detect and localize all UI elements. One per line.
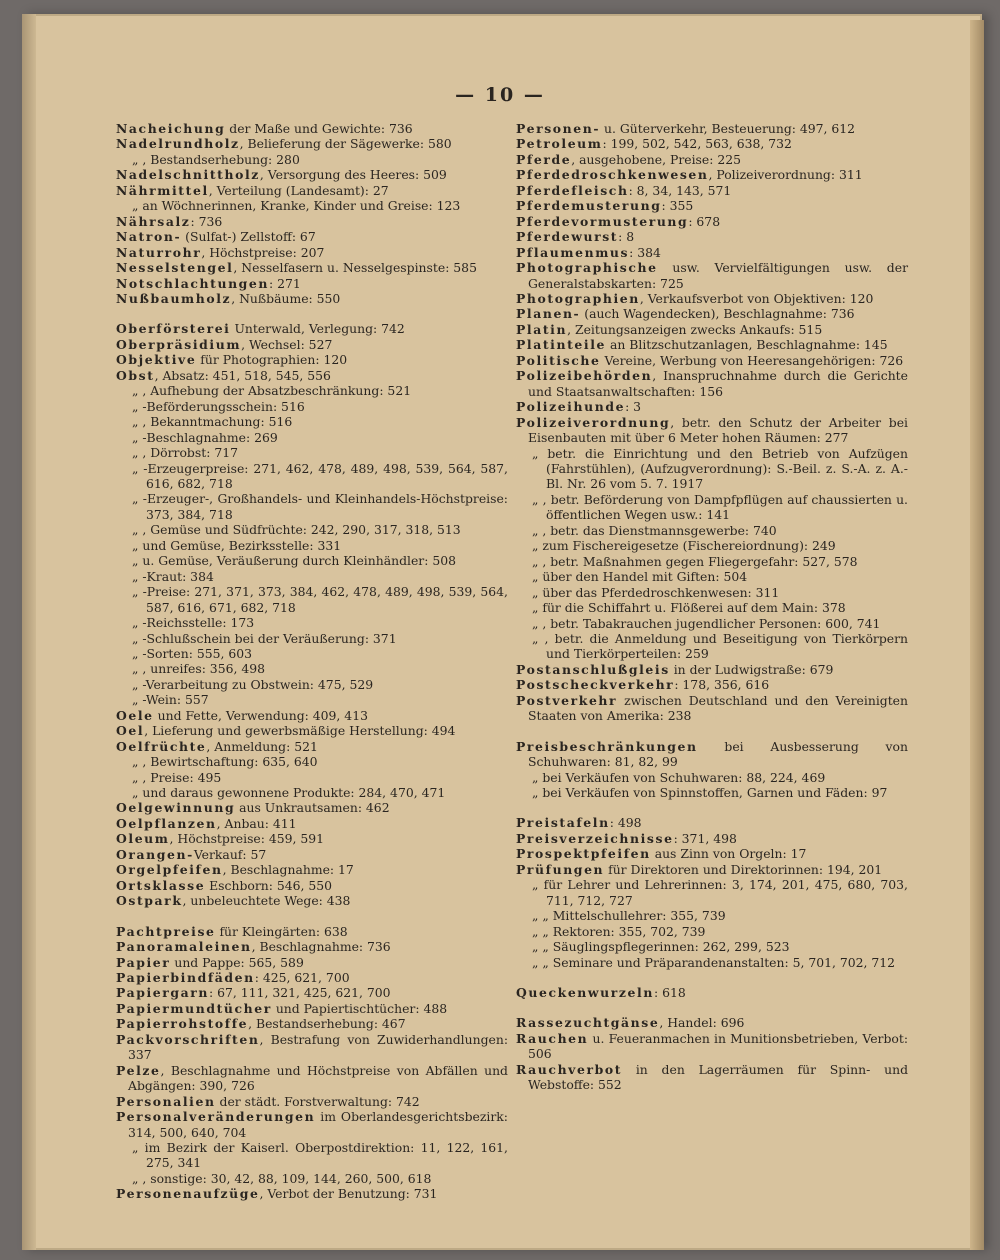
index-entry <box>516 245 908 260</box>
index-entry <box>516 939 908 954</box>
index-text: „ betr. die Einrichtung und den Betrieb von Aufzügen (Fahrstühlen), (Aufzugverordnung): S.-Beil. z. S.-A. z. A.-Bl. Nr. 26 vom 5. 7. 1917 <box>532 445 908 492</box>
index-text: : 3 <box>625 399 642 415</box>
index-keyword: Papierrohstoffe <box>116 1016 249 1032</box>
index-entry <box>516 291 908 306</box>
index-keyword: Platinteile <box>516 337 606 353</box>
index-entry <box>116 260 508 275</box>
index-entry <box>516 399 908 414</box>
index-text: in der Ludwigstraße: 679 <box>669 661 834 677</box>
index-text: , Belieferung der Sägewerke: 580 <box>239 136 452 152</box>
index-text: „ , Aufhebung der Absatzbeschränkung: 521 <box>132 383 412 399</box>
index-keyword: Photographien <box>516 290 640 306</box>
index-entry <box>516 214 908 229</box>
index-entry <box>516 877 908 908</box>
index-keyword: Oel <box>116 723 145 739</box>
index-keyword: Oberförsterei <box>116 321 231 337</box>
index-keyword: Preisverzeichnisse <box>516 830 674 846</box>
index-text: „ „ Säuglingspflegerinnen: 262, 299, 523 <box>532 939 790 955</box>
index-keyword: Nährmittel <box>116 182 209 198</box>
index-entry <box>116 862 508 877</box>
index-text: „ -Schlußschein bei der Veräußerung: 371 <box>132 630 397 646</box>
index-text: , Anmeldung: 521 <box>206 738 318 754</box>
index-entry <box>516 415 908 446</box>
index-text: „ für die Schiffahrt u. Flößerei auf dem Main: 378 <box>532 600 846 616</box>
index-text: , Handel: 696 <box>659 1015 745 1031</box>
index-entry <box>116 183 508 198</box>
index-keyword: Oberpräsidium <box>116 336 242 352</box>
index-text: , Beschlagnahme: 17 <box>222 862 354 878</box>
index-keyword: Oelgewinnung <box>116 800 236 816</box>
index-entry <box>116 229 508 244</box>
index-entry <box>116 661 508 676</box>
index-keyword: Pferdedroschkenwesen <box>516 167 709 183</box>
index-keyword: Platin <box>516 321 568 337</box>
index-text: „ , Bewirtschaftung: 635, 640 <box>132 754 318 770</box>
index-keyword: Pferdevormusterung <box>516 213 689 229</box>
index-text: , betr. den Schutz der Arbeiter bei Eisenbauten mit über 6 Meter hohen Räumen: 277 <box>528 414 908 446</box>
index-entry <box>116 878 508 893</box>
index-text: , Nußbäume: 550 <box>231 290 341 306</box>
index-entry <box>116 1186 508 1201</box>
index-text: aus Zinn von Orgeln: 17 <box>650 846 807 862</box>
page-spine <box>22 14 36 1250</box>
index-keyword: Photographische <box>516 260 658 276</box>
index-keyword: Polizeihunde <box>516 399 626 415</box>
index-keyword: Oelfrüchte <box>116 738 207 754</box>
index-keyword: Oleum <box>116 831 170 847</box>
index-text: , Polizeiverordnung: 311 <box>708 167 863 183</box>
index-keyword: Rassezuchtgänse <box>516 1015 660 1031</box>
index-entry <box>516 167 908 182</box>
index-text: : 498 <box>609 815 642 831</box>
index-keyword: Pferdemusterung <box>516 198 662 214</box>
index-entry <box>516 538 908 553</box>
index-text: „ „ Mittelschullehrer: 355, 739 <box>532 908 726 924</box>
index-text: , Beschlagnahme: 736 <box>251 939 391 955</box>
index-keyword: Ortsklasse <box>116 877 206 893</box>
index-text: „ -Beförderungsschein: 516 <box>132 398 305 414</box>
index-keyword: Preisbeschränkungen <box>516 738 698 754</box>
index-entry <box>116 1032 508 1063</box>
index-entry <box>516 662 908 677</box>
book-edge <box>970 20 984 1250</box>
index-text: : 199, 502, 542, 563, 638, 732 <box>602 136 792 152</box>
index-entry <box>516 492 908 523</box>
index-entry <box>116 800 508 815</box>
index-entry <box>116 461 508 492</box>
index-entry <box>116 291 508 306</box>
index-entry <box>516 554 908 569</box>
index-text: für Direktoren und Direktorinnen: 194, 201 <box>604 861 883 877</box>
index-text: , Bestandserhebung: 467 <box>248 1016 406 1032</box>
index-text: Verkauf: 57 <box>193 846 267 862</box>
index-entry <box>516 924 908 939</box>
index-text: bei Ausbesserung von Schuhwaren: 81, 82, 99 <box>528 738 908 770</box>
index-entry <box>516 770 908 785</box>
index-keyword: Personalveränderungen <box>116 1109 316 1125</box>
index-text: Vereine, Werbung von Heeresangehörigen: 726 <box>600 352 904 368</box>
index-keyword: Oelpflanzen <box>116 815 217 831</box>
index-text: : 618 <box>653 985 686 1001</box>
index-entry <box>116 276 508 291</box>
index-entry <box>116 491 508 522</box>
index-text: , Wechsel: 527 <box>241 336 333 352</box>
index-keyword: Petroleum <box>516 136 603 152</box>
index-entry <box>116 399 508 414</box>
index-entry <box>116 893 508 908</box>
index-entry <box>116 522 508 537</box>
index-keyword: Natron- <box>116 229 182 245</box>
index-keyword: Notschlachtungen <box>116 275 270 291</box>
index-entry <box>516 600 908 615</box>
index-text: Eschborn: 546, 550 <box>205 877 333 893</box>
index-entry <box>116 321 508 336</box>
index-keyword: Nadelschnittholz <box>116 167 260 183</box>
index-keyword: Prospektpfeifen <box>516 846 651 862</box>
index-text: „ , Gemüse und Südfrüchte: 242, 290, 317, 318, 513 <box>132 522 461 538</box>
index-text: , Höchstpreise: 207 <box>201 244 325 260</box>
index-keyword: Polizeiverordnung <box>516 414 671 430</box>
index-keyword: Rauchverbot <box>516 1061 623 1077</box>
index-keyword: Queckenwurzeln <box>516 985 654 1001</box>
index-keyword: Personen- <box>516 121 601 136</box>
index-keyword: Pferdefleisch <box>516 182 629 198</box>
index-entry <box>516 1031 908 1062</box>
index-keyword: Ostpark <box>116 893 183 909</box>
index-text: „ -Reichsstelle: 173 <box>132 615 255 631</box>
index-entry <box>516 862 908 877</box>
index-text: : 67, 111, 321, 425, 621, 700 <box>209 985 391 1001</box>
index-entry <box>516 955 908 970</box>
index-entry <box>116 970 508 985</box>
index-text: : 371, 498 <box>673 830 737 846</box>
index-keyword: Nacheichung <box>116 121 226 136</box>
index-entry <box>516 523 908 538</box>
index-entry <box>516 739 908 770</box>
index-text: „ -Kraut: 384 <box>132 568 214 584</box>
index-keyword: Politische <box>516 352 601 368</box>
index-entry <box>116 785 508 800</box>
index-keyword: Pflaumenmus <box>516 244 630 260</box>
index-entry <box>116 569 508 584</box>
index-entry <box>116 337 508 352</box>
index-text: „ , betr. Maßnahmen gegen Fliegergefahr: 527, 578 <box>532 553 858 569</box>
index-entry <box>116 739 508 754</box>
index-entry <box>116 430 508 445</box>
index-text: Unterwald, Verlegung: 742 <box>230 321 405 337</box>
index-entry <box>116 708 508 723</box>
index-keyword: Personenaufzüge <box>116 1186 260 1202</box>
index-text: , Anbau: 411 <box>216 815 297 831</box>
index-entry <box>116 1140 508 1171</box>
index-text: „ und daraus gewonnene Produkte: 284, 470, 471 <box>132 785 446 801</box>
index-text: , Zeitungsanzeigen zwecks Ankaufs: 515 <box>567 321 823 337</box>
index-text: „ bei Verkäufen von Spinnstoffen, Garnen und Fäden: 97 <box>532 785 888 801</box>
index-keyword: Papierbindfäden <box>116 970 255 986</box>
index-entry <box>116 136 508 151</box>
index-keyword: Rauchen <box>516 1030 589 1046</box>
index-entry <box>516 446 908 492</box>
index-keyword: Naturrohr <box>116 244 202 260</box>
index-text: „ -Sorten: 555, 603 <box>132 645 252 661</box>
index-entry <box>116 677 508 692</box>
index-entry <box>516 815 908 830</box>
index-keyword: Personalien <box>116 1093 216 1109</box>
index-text: „ , sonstige: 30, 42, 88, 109, 144, 260, 500, 618 <box>132 1170 432 1186</box>
index-entry <box>116 1109 508 1140</box>
index-entry <box>116 152 508 167</box>
index-text: der städt. Forstverwaltung: 742 <box>215 1093 420 1109</box>
index-text: (auch Wagendecken), Beschlagnahme: 736 <box>580 306 855 322</box>
index-text: „ , betr. Beförderung von Dampfpflügen auf chaussierten u. öffentlichen Wegen usw.: 141 <box>532 491 908 523</box>
index-keyword: Orgelpfeifen <box>116 862 223 878</box>
index-text: : 678 <box>688 213 721 229</box>
index-entry <box>516 631 908 662</box>
index-text: , Höchstpreise: 459, 591 <box>169 831 325 847</box>
index-entry <box>116 1016 508 1031</box>
index-keyword: Packvorschriften <box>116 1031 260 1047</box>
index-text: und Pappe: 565, 589 <box>170 954 304 970</box>
index-entry <box>516 908 908 923</box>
index-keyword: Papiermundtücher <box>116 1000 272 1016</box>
index-text: : 8, 34, 143, 571 <box>628 182 732 198</box>
index-entry <box>516 569 908 584</box>
index-text: für Kleingärten: 638 <box>215 923 348 939</box>
index-text: „ über den Handel mit Giften: 504 <box>532 569 748 585</box>
index-text: „ , unreifes: 356, 498 <box>132 661 265 677</box>
index-entry <box>116 383 508 398</box>
index-text: „ -Erzeuger-, Großhandels- und Kleinhandels-Höchstpreise: 373, 384, 718 <box>132 491 508 522</box>
index-text: „ „ Rektoren: 355, 702, 739 <box>532 923 706 939</box>
index-text: „ für Lehrer und Lehrerinnen: 3, 174, 201, 475, 680, 703, 711, 712, 727 <box>532 877 908 908</box>
index-entry <box>116 121 508 136</box>
index-entry <box>116 816 508 831</box>
index-keyword: Orangen- <box>116 846 194 862</box>
index-keyword: Nußbaumholz <box>116 290 232 306</box>
index-keyword: Nährsalz <box>116 213 191 229</box>
index-keyword: Pferde <box>516 151 572 167</box>
index-entry <box>516 693 908 724</box>
index-entry <box>516 616 908 631</box>
index-text: „ -Beschlagnahme: 269 <box>132 429 278 445</box>
index-text: usw. Vervielfältigungen usw. der Generalstabskarten: 725 <box>528 260 908 291</box>
index-keyword: Postanschlußgleis <box>516 661 670 677</box>
index-text: „ zum Fischereigesetze (Fischereiordnung): 249 <box>532 538 836 554</box>
index-entry <box>516 198 908 213</box>
index-text: „ , Dörrobst: 717 <box>132 445 238 461</box>
index-keyword: Objektive <box>116 352 197 368</box>
index-entry <box>116 414 508 429</box>
index-text: „ bei Verkäufen von Schuhwaren: 88, 224, 469 <box>532 769 826 785</box>
index-entry <box>516 152 908 167</box>
index-entry <box>516 337 908 352</box>
index-entry <box>116 924 508 939</box>
index-text: : 736 <box>190 213 223 229</box>
index-entry <box>116 939 508 954</box>
index-text: , ausgehobene, Preise: 225 <box>571 151 741 167</box>
index-entry <box>516 260 908 291</box>
index-text: „ -Preise: 271, 371, 373, 384, 462, 478, 489, 498, 539, 564, 587, 616, 671, 682, 718 <box>132 584 508 615</box>
index-column-left <box>116 121 508 1202</box>
index-text: „ , Preise: 495 <box>132 769 222 785</box>
index-entry <box>516 846 908 861</box>
index-keyword: Obst <box>116 367 155 383</box>
index-text: „ , Bestandserhebung: 280 <box>132 151 300 167</box>
index-text: , Beschlagnahme und Höchstpreise von Abfällen und Abgängen: 390, 726 <box>128 1062 508 1094</box>
index-entry <box>116 198 508 213</box>
index-entry <box>116 723 508 738</box>
index-entry <box>116 1094 508 1109</box>
index-entry <box>516 1015 908 1030</box>
index-text: , Nesselfasern u. Nesselgespinste: 585 <box>233 260 477 276</box>
index-text: „ , Bekanntmachung: 516 <box>132 414 293 430</box>
index-entry <box>516 831 908 846</box>
index-text: „ u. Gemüse, Veräußerung durch Kleinhändler: 508 <box>132 553 456 569</box>
index-text: „ , betr. Tabakrauchen jugendlicher Personen: 600, 741 <box>532 615 881 631</box>
index-text: : 178, 356, 616 <box>674 677 770 693</box>
index-entry <box>116 352 508 367</box>
index-entry <box>116 847 508 862</box>
index-entry <box>516 229 908 244</box>
index-entry <box>516 183 908 198</box>
index-text: und Fette, Verwendung: 409, 413 <box>153 707 368 723</box>
index-entry <box>116 985 508 1000</box>
index-entry <box>116 770 508 785</box>
index-entry <box>116 1001 508 1016</box>
index-text: „ -Verarbeitung zu Obstwein: 475, 529 <box>132 676 374 692</box>
index-entry <box>116 615 508 630</box>
index-text: , Versorgung des Heeres: 509 <box>259 167 447 183</box>
index-entry <box>116 368 508 383</box>
index-entry <box>516 353 908 368</box>
index-text: „ über das Pferdedroschkenwesen: 311 <box>532 584 780 600</box>
index-text: , Verteilung (Landesamt): 27 <box>208 182 389 198</box>
index-entry <box>116 1063 508 1094</box>
index-entry <box>116 445 508 460</box>
index-text: „ „ Seminare und Präparandenanstalten: 5, 701, 702, 712 <box>532 954 896 970</box>
index-text: „ -Wein: 557 <box>132 692 209 708</box>
index-text: , unbeleuchtete Wege: 438 <box>182 893 351 909</box>
index-entry <box>116 167 508 182</box>
index-keyword: Postscheckverkehr <box>516 677 675 693</box>
index-text: : 8 <box>618 229 635 245</box>
index-text: und Papiertischtücher: 488 <box>271 1000 448 1016</box>
index-entry <box>116 584 508 615</box>
index-keyword: Papier <box>116 954 171 970</box>
index-keyword: Nesselstengel <box>116 260 234 276</box>
index-text: in den Lagerräumen für Spinn- und Webstoffe: 552 <box>528 1061 908 1093</box>
index-text: , Verkaufsverbot von Objektiven: 120 <box>639 290 874 306</box>
index-entry <box>516 368 908 399</box>
index-entry <box>516 677 908 692</box>
index-text: an Blitzschutzanlagen, Beschlagnahme: 145 <box>606 337 888 353</box>
index-keyword: Postverkehr <box>516 692 618 708</box>
index-entry <box>116 692 508 707</box>
index-entry <box>116 538 508 553</box>
index-entry <box>116 1171 508 1186</box>
index-text: u. Feueranmachen in Munitionsbetrieben, Verbot: 506 <box>528 1030 908 1062</box>
index-keyword: Oele <box>116 707 154 723</box>
index-text: „ im Bezirk der Kaiserl. Oberpostdirektion: 11, 122, 161, 275, 341 <box>132 1140 508 1171</box>
index-text: : 355 <box>661 198 694 214</box>
index-entry <box>516 322 908 337</box>
index-keyword: Pferdewurst <box>516 229 619 245</box>
index-text: „ , betr. die Anmeldung und Beseitigung von Tierkörpern und Tierkörperteilen: 259 <box>532 630 908 662</box>
index-keyword: Panoramaleinen <box>116 939 252 955</box>
index-keyword: Pelze <box>116 1062 161 1078</box>
index-text: (Sulfat-) Zellstoff: 67 <box>181 229 316 245</box>
index-entry <box>516 136 908 151</box>
index-text: : 384 <box>629 244 661 260</box>
index-entry <box>116 955 508 970</box>
index-entry <box>516 1062 908 1093</box>
index-text: für Photographien: 120 <box>196 352 348 368</box>
index-text: , Verbot der Benutzung: 731 <box>259 1186 438 1202</box>
index-text: : 271 <box>269 275 301 291</box>
index-text: „ -Erzeugerpreise: 271, 462, 478, 489, 498, 539, 564, 587, 616, 682, 718 <box>132 460 508 491</box>
index-keyword: Papiergarn <box>116 985 210 1001</box>
index-text: : 425, 621, 700 <box>254 970 350 986</box>
index-text: zwischen Deutschland und den Vereinigten Staaten von Amerika: 238 <box>528 692 908 724</box>
index-text: , Inanspruchnahme durch die Gerichte und Staatsanwaltschaften: 156 <box>528 368 908 399</box>
index-entry <box>516 985 908 1000</box>
index-keyword: Pachtpreise <box>116 923 216 939</box>
index-entry <box>116 631 508 646</box>
index-text: „ an Wöchnerinnen, Kranke, Kinder und Greise: 123 <box>132 198 461 214</box>
index-entry <box>516 121 908 136</box>
index-entry <box>516 306 908 321</box>
index-text: , Bestrafung von Zuwiderhandlungen: 337 <box>128 1031 508 1063</box>
index-column-right <box>516 121 908 1093</box>
index-text: der Maße und Gewichte: 736 <box>225 121 413 136</box>
index-text: aus Unkrautsamen: 462 <box>235 800 390 816</box>
index-text: „ , betr. das Dienstmannsgewerbe: 740 <box>532 522 777 538</box>
index-text: „ und Gemüse, Bezirksstelle: 331 <box>132 537 342 553</box>
index-entry <box>116 754 508 769</box>
index-keyword: Prüfungen <box>516 861 605 877</box>
index-entry <box>116 245 508 260</box>
index-keyword: Polizeibehörden <box>516 368 653 384</box>
index-text: u. Güterverkehr, Besteuerung: 497, 612 <box>600 121 856 136</box>
index-entry <box>116 214 508 229</box>
index-keyword: Nadelrundholz <box>116 136 240 152</box>
index-text: , Absatz: 451, 518, 545, 556 <box>154 367 331 383</box>
index-entry <box>116 646 508 661</box>
index-text: im Oberlandesgerichtsbezirk: 314, 500, 640, 704 <box>128 1109 508 1140</box>
index-keyword: Planen- <box>516 306 581 322</box>
index-entry <box>116 831 508 846</box>
index-text: , Lieferung und gewerbsmäßige Herstellung: 494 <box>144 723 456 739</box>
index-entry <box>116 553 508 568</box>
index-entry <box>516 785 908 800</box>
index-entry <box>516 585 908 600</box>
index-keyword: Preistafeln <box>516 815 610 831</box>
page-number: — 10 — <box>455 84 545 106</box>
